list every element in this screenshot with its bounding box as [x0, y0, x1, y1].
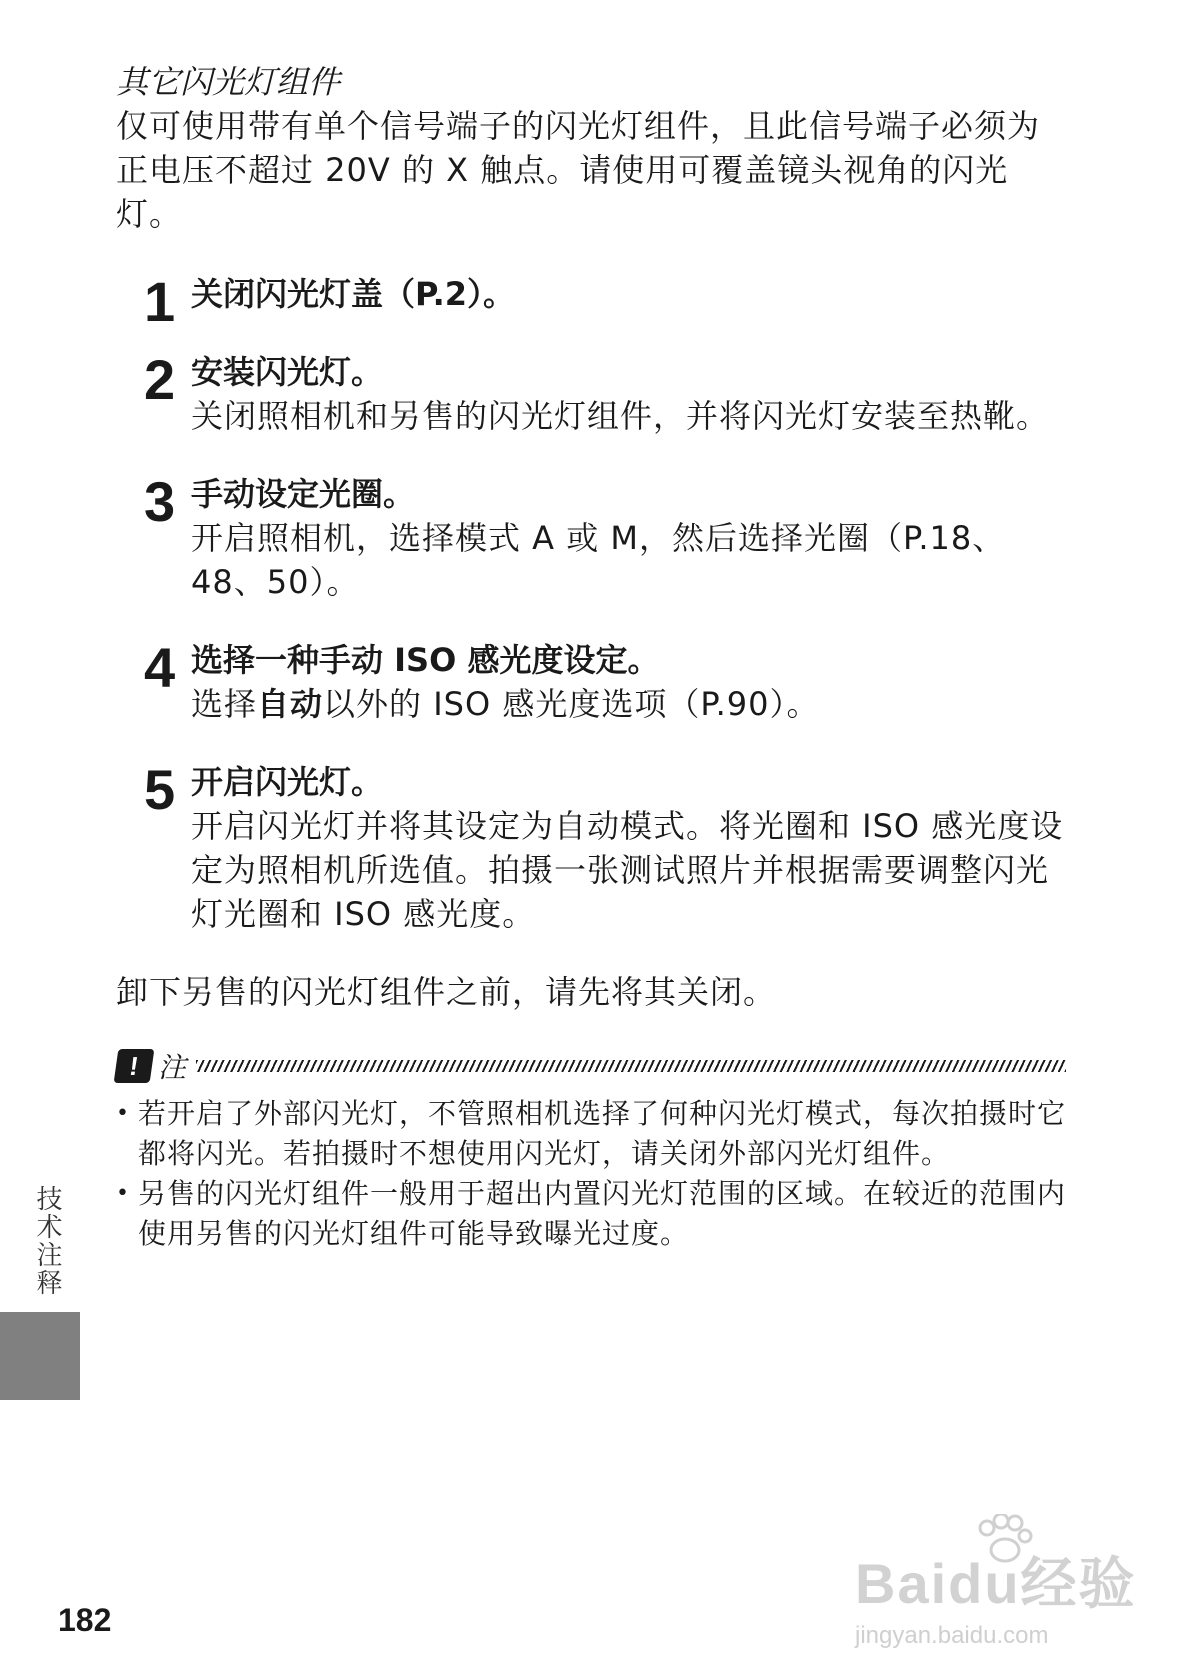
step-body-text: 选择: [191, 685, 258, 723]
step-5: [116, 760, 1066, 936]
page-number: 182: [58, 1602, 112, 1638]
step-body: 关闭照相机和另售的闪光灯组件，并将闪光灯安装至热靴。: [191, 397, 1050, 435]
watermark-url: jingyan.baidu.com: [855, 1622, 1049, 1649]
step-title: 选择一种手动 ISO 感光度设定。: [191, 641, 660, 679]
chapter-side-label: 技术注释: [32, 1185, 62, 1297]
watermark: [855, 1540, 1155, 1660]
step-title: 开启闪光灯。: [191, 763, 384, 801]
caution-icon: !: [114, 1049, 155, 1083]
page-content: [116, 60, 1066, 1254]
note-divider: [196, 1060, 1066, 1072]
step-body: 开启闪光灯并将其设定为自动模式。将光圈和 ISO 感光度设定为照相机所选值。拍摄一张测试照片并根据需要调整闪光灯光圈和 ISO 感光度。: [191, 807, 1064, 933]
step-1: [116, 270, 1066, 333]
note-list: [116, 1094, 1066, 1254]
step-body-emphasis: 自动: [257, 685, 324, 723]
steps-list: [116, 272, 1066, 936]
note-header: [116, 1046, 1066, 1086]
step-number: 4: [144, 636, 176, 699]
step-number: 1: [144, 270, 176, 333]
step-number: 3: [144, 470, 176, 533]
step-title: 关闭闪光灯盖（P.2）。: [191, 275, 516, 313]
step-body: [191, 682, 1066, 726]
outro-text: 卸下另售的闪光灯组件之前，请先将其关闭。: [116, 973, 777, 1011]
paw-icon: [975, 1514, 1035, 1564]
section-heading: 其它闪光灯组件: [116, 63, 341, 101]
watermark-logo: Baidu经验: [855, 1552, 1137, 1615]
step-number: 5: [144, 758, 176, 821]
step-2: [116, 350, 1066, 438]
step-3: [116, 472, 1066, 604]
step-body: 开启照相机，选择模式 A 或 M，然后选择光圈（P.18、48、50）。: [191, 519, 1006, 601]
section-intro: 仅可使用带有单个信号端子的闪光灯组件，且此信号端子必须为正电压不超过 20V 的 X 触点。请使用可覆盖镜头视角的闪光灯。: [116, 107, 1041, 233]
step-title: 手动设定光圈。: [191, 475, 416, 513]
note-item: • 另售的闪光灯组件一般用于超出内置闪光灯范围的区域。在较近的范围内使用另售的闪光灯组件可能导致曝光过度。: [116, 1174, 1066, 1254]
chapter-tab: [0, 1312, 80, 1400]
step-body-text: 以外的 ISO 感光度选项（P.90）。: [323, 685, 820, 723]
note-item: • 若开启了外部闪光灯，不管照相机选择了何种闪光灯模式，每次拍摄时它都将闪光。若拍摄时不想使用闪光灯，请关闭外部闪光灯组件。: [116, 1094, 1066, 1174]
step-title: 安装闪光灯。: [191, 353, 384, 391]
note-label: 注: [158, 1051, 187, 1084]
step-4: [116, 638, 1066, 726]
step-number: 2: [144, 348, 176, 411]
